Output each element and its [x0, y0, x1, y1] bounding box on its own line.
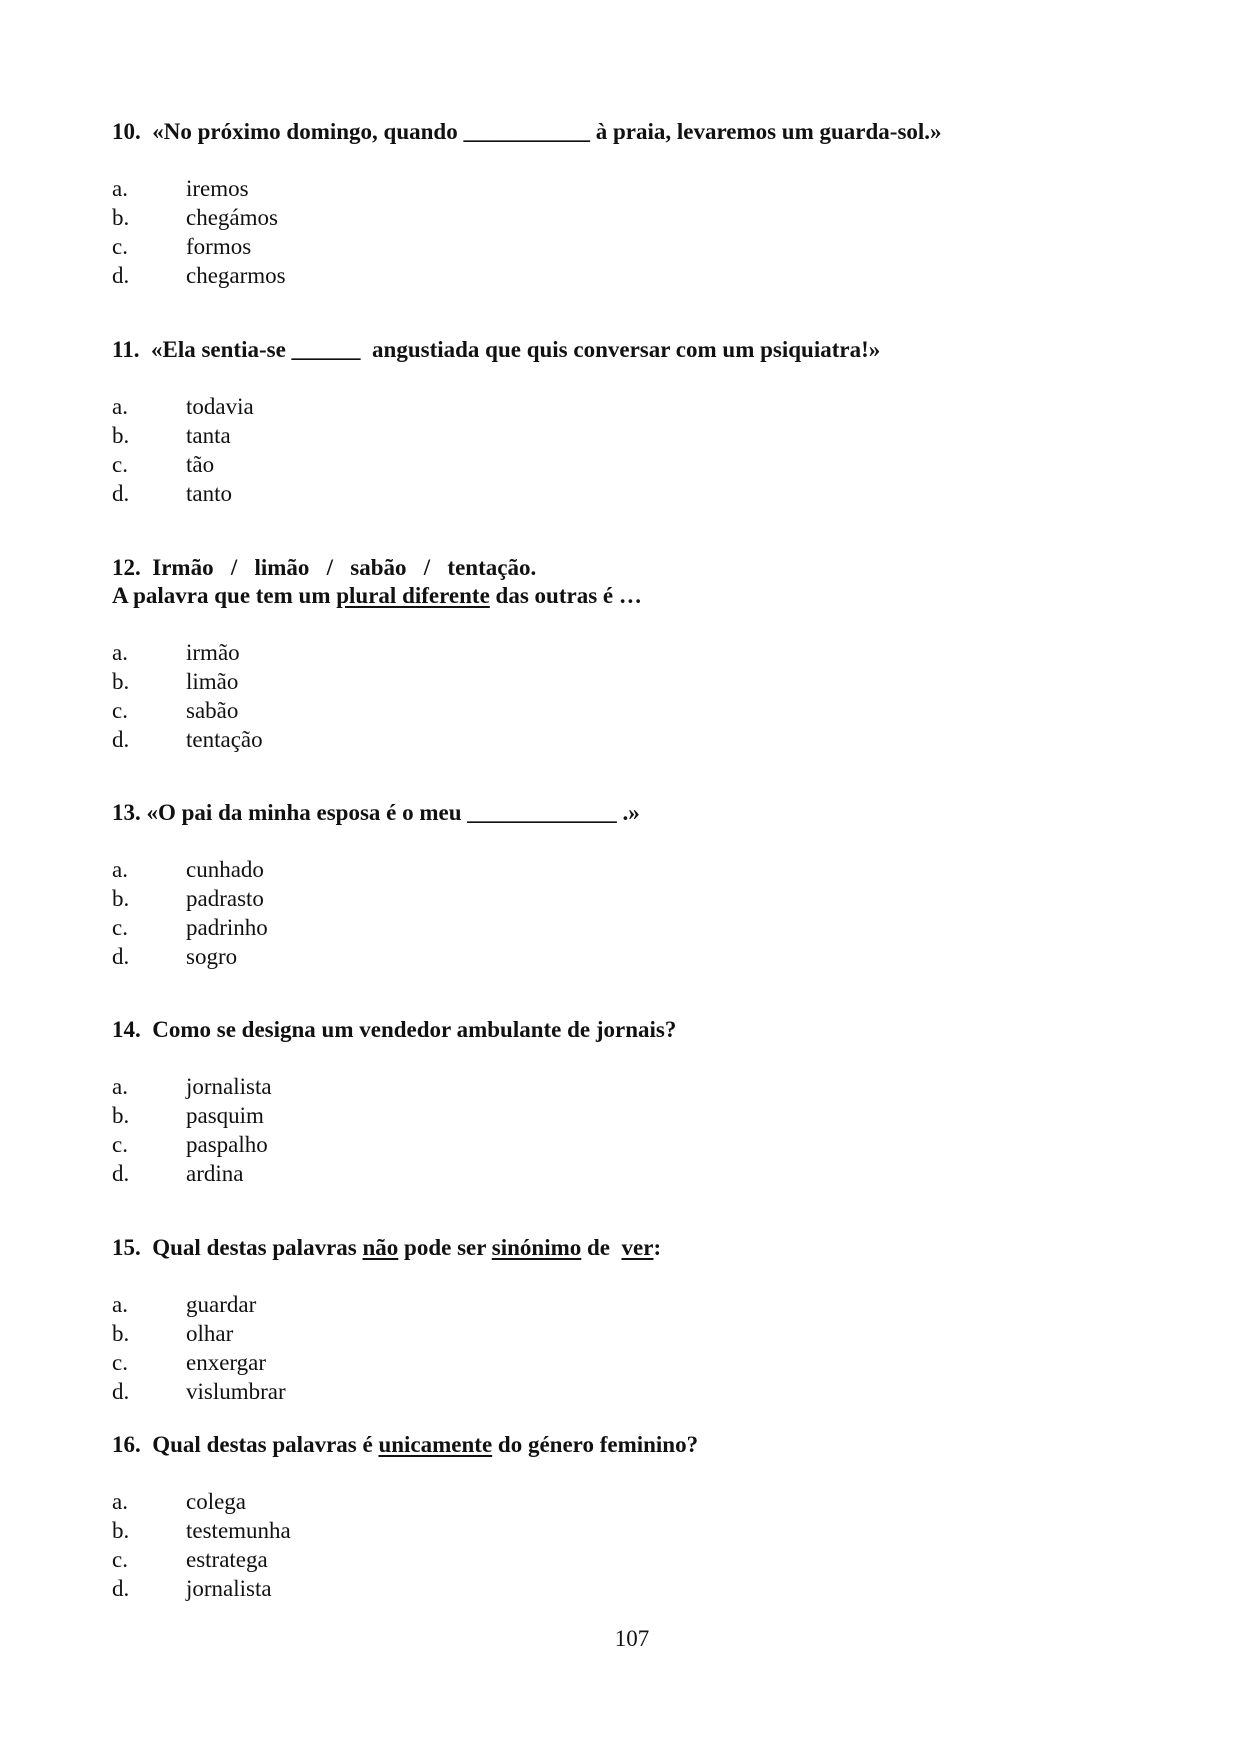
question-16-part-2: do género feminino? [492, 1432, 699, 1457]
question-14-text: 14. Como se designa um vendedor ambulante de jornais? [112, 1017, 677, 1042]
option-16-d [112, 1574, 1132, 1603]
option-letter: d. [112, 481, 130, 506]
option-text: tão [186, 452, 215, 477]
option-letter: a. [112, 1489, 128, 1514]
question-15-underline-nao: não [362, 1235, 399, 1260]
option-text: enxergar [186, 1350, 267, 1375]
question-12-line-2 [112, 582, 1132, 610]
option-letter: b. [112, 205, 130, 230]
option-10-c [112, 232, 1132, 261]
question-14-options [112, 1072, 1132, 1188]
question-15-part-4: : [653, 1235, 662, 1260]
option-15-b [112, 1319, 1132, 1348]
option-13-d [112, 942, 1132, 971]
option-10-d [112, 261, 1132, 290]
option-text: tentação [186, 727, 263, 752]
option-letter: a. [112, 1292, 128, 1317]
question-13-text: 13. «O pai da minha esposa é o meu _____________ .» [112, 800, 640, 825]
option-text: irmão [186, 640, 240, 665]
option-text: padrinho [186, 915, 268, 940]
option-letter: b. [112, 1321, 130, 1346]
question-15-part-2: pode ser [398, 1235, 492, 1260]
option-text: tanto [186, 481, 232, 506]
question-12-line-2-end: das outras é … [489, 583, 642, 608]
question-14 [112, 1016, 1132, 1188]
question-11 [112, 336, 1132, 508]
option-text: ardina [186, 1161, 244, 1186]
question-15-text [112, 1234, 1132, 1262]
option-text: paspalho [186, 1132, 268, 1157]
option-12-a [112, 638, 1132, 667]
question-15-underline-ver: ver [621, 1235, 654, 1260]
option-text: guardar [186, 1292, 257, 1317]
option-text: olhar [186, 1321, 234, 1346]
option-text: cunhado [186, 857, 264, 882]
option-letter: b. [112, 669, 130, 694]
option-letter: d. [112, 944, 130, 969]
option-text: jornalista [186, 1074, 272, 1099]
option-letter: a. [112, 176, 128, 201]
question-16-text [112, 1431, 1132, 1459]
option-13-b [112, 884, 1132, 913]
option-text: formos [186, 234, 252, 259]
option-text: chegámos [186, 205, 278, 230]
option-text: testemunha [186, 1518, 291, 1543]
option-15-c [112, 1348, 1132, 1377]
option-16-c [112, 1545, 1132, 1574]
option-letter: d. [112, 1161, 130, 1186]
option-14-a [112, 1072, 1132, 1101]
option-13-a [112, 855, 1132, 884]
option-text: sabão [186, 698, 239, 723]
option-letter: a. [112, 394, 128, 419]
option-letter: b. [112, 423, 130, 448]
question-16-options [112, 1487, 1132, 1603]
question-10 [112, 118, 1132, 290]
question-10-options [112, 174, 1132, 290]
page-number: 107 [614, 1626, 650, 1651]
option-14-d [112, 1159, 1132, 1188]
question-12 [112, 554, 1132, 754]
option-letter: d. [112, 727, 130, 752]
question-13-options [112, 855, 1132, 971]
option-16-b [112, 1516, 1132, 1545]
question-12-line-2-start: A palavra que tem um [112, 583, 337, 608]
option-14-c [112, 1130, 1132, 1159]
option-text: limão [186, 669, 239, 694]
option-letter: b. [112, 1518, 130, 1543]
option-11-a [112, 392, 1132, 421]
option-text: chegarmos [186, 263, 286, 288]
option-11-c [112, 450, 1132, 479]
question-12-underlined-phrase: plural diferente [336, 583, 490, 608]
option-letter: d. [112, 1576, 130, 1601]
option-letter: c. [112, 452, 128, 477]
option-13-c [112, 913, 1132, 942]
option-letter: b. [112, 886, 130, 911]
option-letter: d. [112, 263, 130, 288]
question-15-options [112, 1290, 1132, 1406]
option-text: tanta [186, 423, 231, 448]
option-letter: c. [112, 1132, 128, 1157]
option-letter: c. [112, 1350, 128, 1375]
option-10-b [112, 203, 1132, 232]
option-letter: c. [112, 234, 128, 259]
option-letter: a. [112, 640, 128, 665]
question-15 [112, 1234, 1132, 1406]
question-16-underline-unicamente: unicamente [378, 1432, 493, 1457]
option-12-c [112, 696, 1132, 725]
option-text: pasquim [186, 1103, 264, 1128]
option-letter: d. [112, 1379, 130, 1404]
option-letter: c. [112, 698, 128, 723]
question-12-line-1: 12. Irmão / limão / sabão / tentação. [112, 555, 537, 580]
question-11-text: 11. «Ela sentia-se ______ angustiada que quis conversar com um psiquiatra!» [112, 337, 881, 362]
option-11-b [112, 421, 1132, 450]
option-text: padrasto [186, 886, 264, 911]
option-letter: c. [112, 1547, 128, 1572]
option-12-d [112, 725, 1132, 754]
question-15-underline-sinonimo: sinónimo [491, 1235, 582, 1260]
option-12-b [112, 667, 1132, 696]
option-text: vislumbrar [186, 1379, 286, 1404]
option-letter: b. [112, 1103, 130, 1128]
option-15-d [112, 1377, 1132, 1406]
option-text: sogro [186, 944, 238, 969]
question-10-text: 10. «No próximo domingo, quando ___________ à praia, levaremos um guarda-sol.» [112, 119, 942, 144]
option-letter: c. [112, 915, 128, 940]
option-text: colega [186, 1489, 247, 1514]
option-15-a [112, 1290, 1132, 1319]
question-13 [112, 799, 1132, 971]
question-12-options [112, 638, 1132, 754]
option-text: todavia [186, 394, 254, 419]
option-text: iremos [186, 176, 249, 201]
option-10-a [112, 174, 1132, 203]
option-16-a [112, 1487, 1132, 1516]
option-letter: a. [112, 1074, 128, 1099]
option-14-b [112, 1101, 1132, 1130]
option-text: estratega [186, 1547, 268, 1572]
option-11-d [112, 479, 1132, 508]
option-letter: a. [112, 857, 128, 882]
question-15-part-1: 15. Qual destas palavras [112, 1235, 363, 1260]
question-16-part-1: 16. Qual destas palavras é [112, 1432, 379, 1457]
question-16 [112, 1431, 1132, 1603]
option-text: jornalista [186, 1576, 272, 1601]
question-15-part-3: de [581, 1235, 622, 1260]
question-11-options [112, 392, 1132, 508]
